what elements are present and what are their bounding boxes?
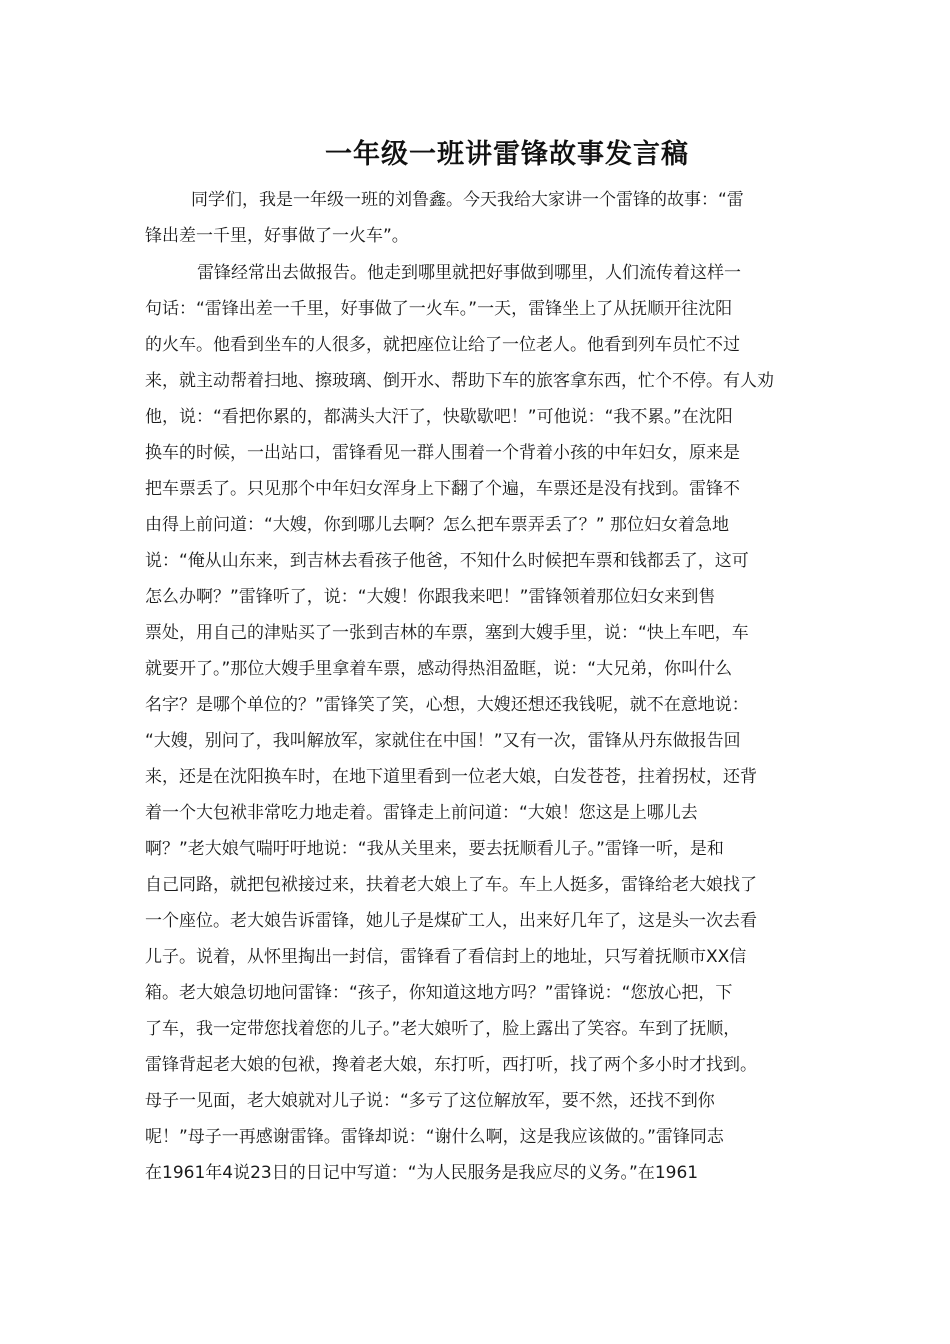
text-line: 呢！”母子一再感谢雷锋。雷锋却说：“谢什么啊，这是我应该做的。”雷锋同志	[145, 1127, 724, 1147]
text-line: 句话：“雷锋出差一千里，好事做了一火车。”一天，雷锋坐上了从抚顺开往沈阳	[145, 299, 733, 319]
text-line: 儿子。说着，从怀里掏出一封信，雷锋看了看信封上的地址，只写着抚顺市XX信	[145, 947, 747, 967]
text-line: 来，还是在沈阳换车时，在地下道里看到一位老大娘，白发苍苍，拄着拐杖，还背	[145, 767, 757, 787]
text-line: 箱。老大娘急切地问雷锋：“孩子，你知道这地方吗？”雷锋说：“您放心把，下	[145, 983, 733, 1003]
text-line: 换车的时候，一出站口，雷锋看见一群人围着一个背着小孩的中年妇女，原来是	[145, 443, 740, 463]
text-line: 说：“俺从山东来，到吉林去看孩子他爸，不知什么时候把车票和钱都丢了，这可	[145, 551, 749, 571]
text-line: 他，说：“看把你累的，都满头大汗了，快歇歇吧！”可他说：“我不累。”在沈阳	[145, 407, 733, 427]
text-line: 雷锋经常出去做报告。他走到哪里就把好事做到哪里，人们流传着这样一	[197, 263, 741, 283]
text-line: 票处，用自己的津贴买了一张到吉林的车票，塞到大嫂手里，说：“快上车吧，车	[145, 623, 749, 643]
text-line: “大嫂，别问了，我叫解放军，家就住在中国！”又有一次，雷锋从丹东做报告回	[145, 731, 741, 751]
document-title: 一年级一班讲雷锋故事发言稿	[325, 139, 689, 170]
text-line: 自己同路，就把包袱接过来，扶着老大娘上了车。车上人挺多，雷锋给老大娘找了	[145, 875, 757, 895]
text-line: 一个座位。老大娘告诉雷锋，她儿子是煤矿工人，出来好几年了，这是头一次去看	[145, 911, 757, 931]
text-line: 来，就主动帮着扫地、擦玻璃、倒开水、帮助下车的旅客拿东西，忙个不停。有人劝	[145, 371, 774, 391]
text-line: 名字？是哪个单位的？”雷锋笑了笑，心想，大嫂还想还我钱呢，就不在意地说：	[145, 695, 749, 715]
text-line: 母子一见面，老大娘就对儿子说：“多亏了这位解放军，要不然，还找不到你	[145, 1091, 715, 1111]
text-line: 同学们，我是一年级一班的刘鲁鑫。今天我给大家讲一个雷锋的故事：“雷	[191, 190, 744, 210]
text-line: 着一个大包袱非常吃力地走着。雷锋走上前问道：“大娘！您这是上哪儿去	[145, 803, 698, 823]
text-line: 啊？”老大娘气喘吁吁地说：“我从关里来，要去抚顺看儿子。”雷锋一听，是和	[145, 839, 724, 859]
text-line: 锋出差一千里，好事做了一火车”。	[145, 226, 409, 246]
text-line: 怎么办啊？”雷锋听了，说：“大嫂！你跟我来吧！”雷锋领着那位妇女来到售	[145, 587, 716, 607]
paragraph-story	[145, 255, 810, 1191]
text-line: 雷锋背起老大娘的包袱，搀着老大娘，东打听，西打听，找了两个多小时才找到。	[145, 1055, 757, 1075]
text-line: 把车票丢了。只见那个中年妇女浑身上下翻了个遍，车票还是没有找到。雷锋不	[145, 479, 740, 499]
paragraph-intro	[145, 182, 810, 254]
text-line: 就要开了。”那位大嫂手里拿着车票，感动得热泪盈眶，说：“大兄弟，你叫什么	[145, 659, 733, 679]
text-line: 由得上前问道：“大嫂，你到哪儿去啊？怎么把车票弄丢了？” 那位妇女着急地	[145, 515, 730, 535]
text-line: 在1961年4说23日的日记中写道：“为人民服务是我应尽的义务。”在1961	[145, 1163, 699, 1183]
text-line: 的火车。他看到坐车的人很多，就把座位让给了一位老人。他看到列车员忙不过	[145, 335, 740, 355]
text-line: 了车，我一定带您找着您的儿子。”老大娘听了，脸上露出了笑容。车到了抚顺，	[145, 1019, 741, 1039]
